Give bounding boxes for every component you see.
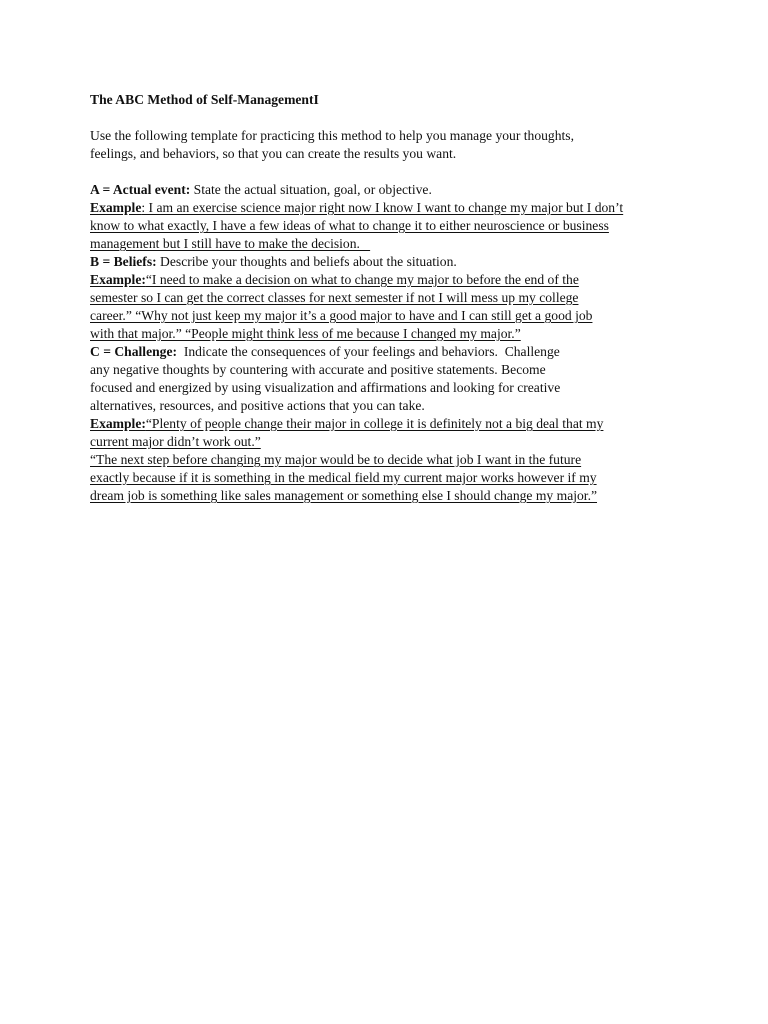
- section-a-example-text: : I am an exercise science major right now I know I want to change my major but I don’t: [141, 200, 624, 215]
- section-c-heading-line: [90, 343, 690, 361]
- section-b: [90, 253, 690, 343]
- section-a-example-line: know to what exactly, I have a few ideas of what to change it to either neuroscience or business: [90, 218, 609, 233]
- section-a-heading-line: [90, 181, 690, 199]
- section-b-text: Describe your thoughts and beliefs about the situation.: [156, 254, 457, 269]
- section-c-text: Indicate the consequences of your feelings and behaviors. Challenge: [177, 344, 560, 359]
- section-a-heading: A = Actual event:: [90, 182, 191, 197]
- section-c-example-line: [90, 415, 690, 433]
- section-b-example-line: semester so I can get the correct classes for next semester if not I will mess up my college: [90, 290, 579, 305]
- section-c: [90, 343, 690, 505]
- intro-line: Use the following template for practicing this method to help you manage your thoughts,: [90, 128, 574, 143]
- section-c-heading: C = Challenge:: [90, 344, 178, 359]
- section-b-example-text: “I need to make a decision on what to change my major to before the end of the: [145, 272, 579, 287]
- section-c-text-line: any negative thoughts by countering with accurate and positive statements. Become: [90, 362, 546, 377]
- intro-line: feelings, and behaviors, so that you can create the results you want.: [90, 146, 457, 161]
- section-b-example-line: career.” “Why not just keep my major it’s a good major to have and I can still get a good job: [90, 308, 593, 323]
- section-b-example-line: [90, 271, 690, 289]
- section-a-example-label: Example: [90, 200, 142, 215]
- section-a-text: State the actual situation, goal, or objective.: [190, 182, 432, 197]
- document-title: The ABC Method of Self-ManagementI: [90, 92, 319, 107]
- section-c-example-label: Example:: [90, 416, 146, 431]
- section-a: [90, 181, 690, 253]
- section-c-example-text: “Plenty of people change their major in college it is definitely not a big deal that my: [145, 416, 604, 431]
- section-b-example-line: with that major.” “People might think less of me because I changed my major.”: [90, 326, 521, 341]
- section-c-example-line: dream job is something like sales management or something else I should change my major.”: [90, 488, 598, 503]
- section-b-heading: B = Beliefs:: [90, 254, 157, 269]
- section-c-text-line: focused and energized by using visualization and affirmations and looking for creative: [90, 380, 561, 395]
- section-b-heading-line: [90, 253, 690, 271]
- section-c-example-line: exactly because if it is something in the medical field my current major works however if my: [90, 470, 597, 485]
- intro-paragraph: [90, 127, 690, 163]
- section-c-example-line: current major didn’t work out.”: [90, 434, 261, 449]
- document-body: [90, 91, 690, 505]
- section-a-example-line: [90, 199, 690, 217]
- section-b-example-label: Example:: [90, 272, 146, 287]
- section-c-example-line: “The next step before changing my major would be to decide what job I want in the future: [90, 452, 582, 467]
- section-c-text-line: alternatives, resources, and positive actions that you can take.: [90, 398, 425, 413]
- section-a-example-line: management but I still have to make the decision.: [90, 236, 371, 251]
